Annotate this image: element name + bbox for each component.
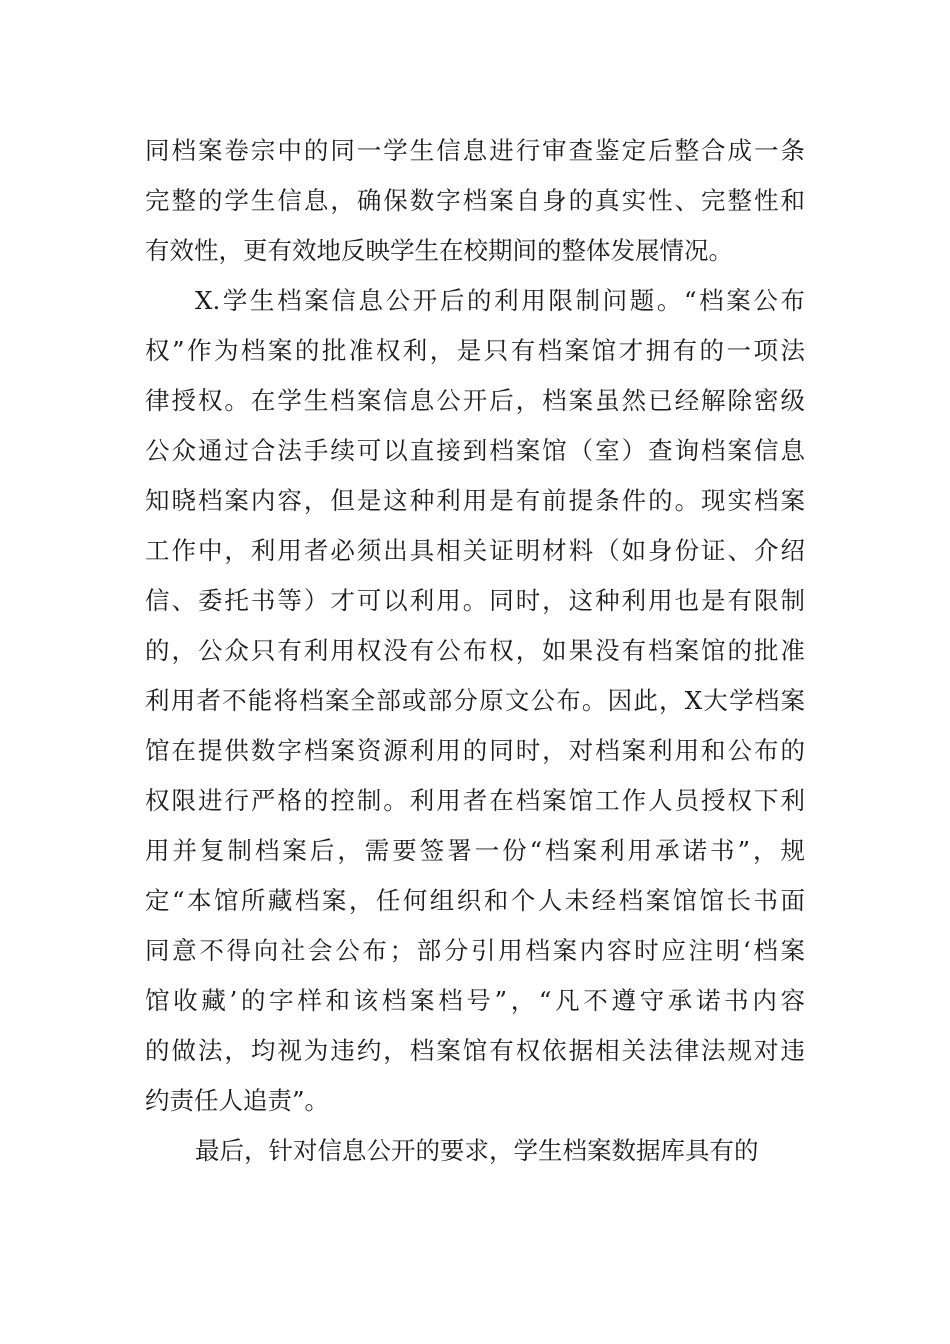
paragraph-line: 的，公众只有利用权没有公布权，如果没有档案馆的批准	[145, 636, 805, 665]
paragraph-line: 信、委托书等）才可以利用。同时，这种利用也是有限制	[145, 586, 805, 615]
paragraph-line: 利用者不能将档案全部或部分原文公布。因此，X大学档案	[145, 686, 805, 715]
document-body	[145, 126, 805, 1176]
paragraph-line: X.学生档案信息公开后的利用限制问题。“档案公布	[195, 286, 805, 315]
paragraph-line: 的做法，均视为违约，档案馆有权依据相关法律法规对违	[145, 1036, 805, 1065]
paragraph-line: 馆收藏’的字样和该档案档号”，“凡不遵守承诺书内容	[145, 986, 805, 1015]
paragraph-line: 同意不得向社会公布；部分引用档案内容时应注明‘档案	[145, 936, 805, 965]
paragraph	[145, 276, 805, 1126]
paragraph-line: 公众通过合法手续可以直接到档案馆（室）查询档案信息	[145, 436, 805, 465]
paragraph	[145, 126, 805, 276]
paragraph-line: 同档案卷宗中的同一学生信息进行审查鉴定后整合成一条	[145, 136, 805, 165]
paragraph	[145, 1126, 805, 1176]
paragraph-line: 定“本馆所藏档案，任何组织和个人未经档案馆馆长书面	[145, 886, 805, 915]
paragraph-line: 有效性，更有效地反映学生在校期间的整体发展情况。	[145, 236, 733, 265]
paragraph-line: 律授权。在学生档案信息公开后，档案虽然已经解除密级	[145, 386, 805, 415]
paragraph-line: 完整的学生信息，确保数字档案自身的真实性、完整性和	[145, 186, 805, 215]
paragraph-line: 用并复制档案后，需要签署一份“档案利用承诺书”，规	[145, 836, 805, 865]
paragraph-line: 工作中，利用者必须出具相关证明材料（如身份证、介绍	[145, 536, 805, 565]
paragraph-line: 权限进行严格的控制。利用者在档案馆工作人员授权下利	[145, 786, 805, 815]
paragraph-line: 馆在提供数字档案资源利用的同时，对档案利用和公布的	[145, 736, 805, 765]
paragraph-line: 知晓档案内容，但是这种利用是有前提条件的。现实档案	[145, 486, 805, 515]
paragraph-line: 权”作为档案的批准权利，是只有档案馆才拥有的一项法	[145, 336, 805, 365]
paragraph-line: 约责任人追责”。	[145, 1086, 330, 1115]
paragraph-line: 最后，针对信息公开的要求，学生档案数据库具有的	[195, 1136, 759, 1165]
